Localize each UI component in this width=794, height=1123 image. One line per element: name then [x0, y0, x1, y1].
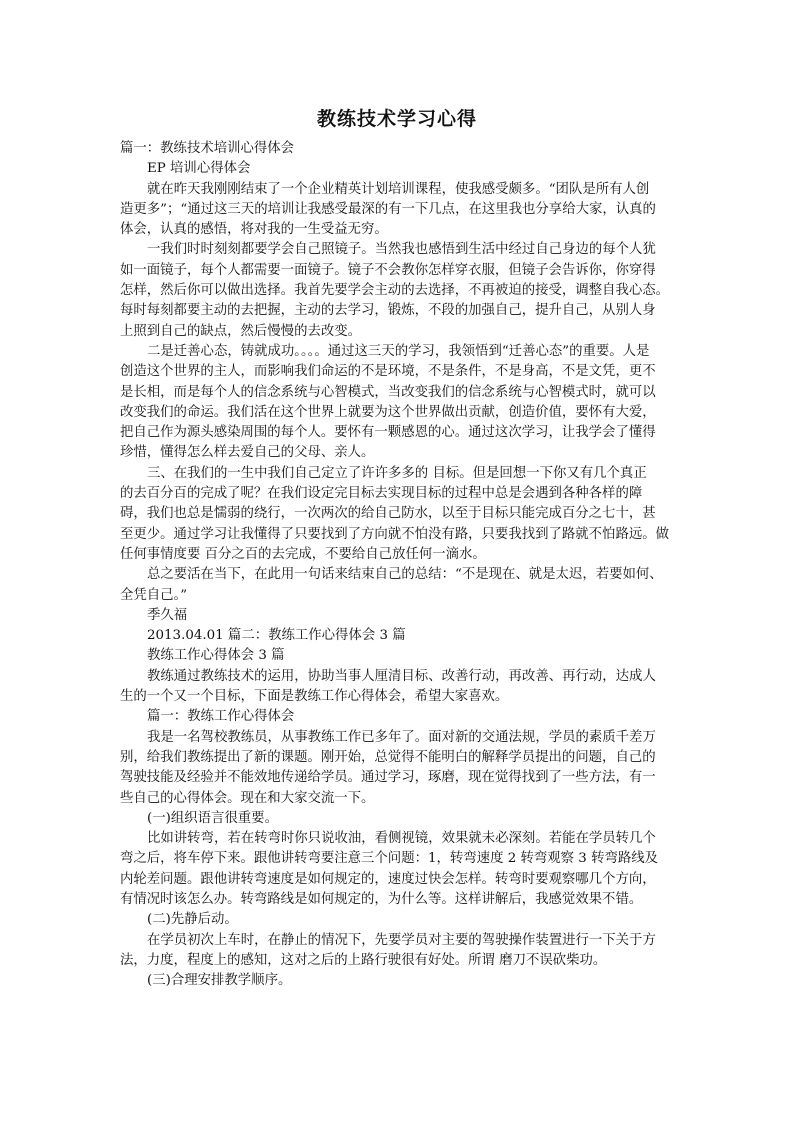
text-line: 怎样，然后你可以做出选择。我首先要学会主动的去选择，不再被迫的接受，调整自我心态。 — [120, 283, 670, 299]
text-line: 任何事情度要 百分之百的去完成，不要给自己放任何一滴水。 — [120, 546, 486, 562]
text-line: 碍，我们也总是懦弱的绕行，一次两次的给自己防水，以至于目标只能完成百分之七十，甚 — [120, 506, 656, 522]
text-line: 上照到自己的缺点，然后慢慢的去改变。 — [120, 323, 362, 339]
text-line: 体会，认真的感悟，将对我的一生受益无穷。 — [120, 222, 388, 238]
text-line: 改变我们的命运。我们活在这个世界上就要为这个世界做出贡献，创造价值，要怀有大爱， — [120, 404, 656, 420]
text-line: 在学员初次上车时，在静止的情况下，先要学员对主要的驾驶操作装置进行一下关于方 — [147, 932, 656, 948]
text-line: (一)组织语言很重要。 — [147, 810, 278, 826]
text-line: (三)合理安排教学顺序。 — [147, 973, 292, 989]
text-line: 比如讲转弯，若在转弯时你只说收油，看侧视镜，效果就未必深刻。若能在学员转几个 — [147, 831, 656, 847]
text-line: 二是迁善心态，铸就成功。。。。通过这三天的学习，我领悟到“迁善心态”的重要。人是 — [147, 343, 650, 359]
text-line: 三、在我们的一生中我们自己定立了许许多多的 目标。但是回想一下你又有几个真正 — [147, 465, 647, 481]
text-line: (二)先静后动。 — [147, 912, 238, 928]
text-line: 驾驶技能及经验并不能效地传递给学员。通过学习，琢磨，现在觉得找到了一些方法，有一 — [120, 770, 656, 786]
text-line: 有情况时该怎么办。转弯路线是如何规定的，为什么等。这样讲解后，我感觉效果不错。 — [120, 891, 643, 907]
text-line: 篇一：教练工作心得体会 — [147, 709, 295, 725]
text-line: 是长相，而是每个人的信念系统与心智模式，当改变我们的信念系统与心智模式时，就可以 — [120, 384, 656, 400]
text-line: 季久福 — [147, 607, 188, 623]
text-line: 教练工作心得体会 3 篇 — [147, 648, 285, 664]
text-line: 如一面镜子，每个人都需要一面镜子。镜子不会教你怎样穿衣服，但镜子会告诉你，你穿得 — [120, 262, 656, 278]
document-title: 教练技术学习心得 — [316, 108, 477, 130]
text-line: 总之要活在当下，在此用一句话来结束自己的总结：“不是现在、就是太迟，若要如何、 — [147, 567, 663, 583]
text-line: 些自己的心得体会。现在和大家交流一下。 — [120, 790, 375, 806]
text-line: 一我们时时刻刻都要学会自己照镜子。当然我也感悟到生活中经过自己身边的每个人犹 — [147, 242, 656, 258]
text-line: 弯之后，将车停下来。跟他讲转弯要注意三个问题：1，转弯速度 2 转弯观察 3 转弯路线及 — [120, 851, 659, 867]
text-line: 法，力度，程度上的感知，这对之后的上路行驶很有好处。所谓 磨刀不误砍柴功。 — [120, 952, 607, 968]
text-line: 就在昨天我刚刚结束了一个企业精英计划培训课程，使我感受颇多。“团队是所有人创 — [147, 181, 650, 197]
text-line: 内轮差问题。跟他讲转弯速度是如何规定的，速度过快会怎样。转弯时要观察哪几个方向， — [120, 871, 656, 887]
text-line: EP 培训心得体会 — [147, 161, 251, 177]
text-line: 全凭自己。” — [120, 587, 188, 603]
text-line: 珍惜，懂得怎么样去爱自己的父母、亲人。 — [120, 445, 375, 461]
text-line: 造更多”；“通过这三天的培训让我感受最深的有一下几点，在这里我也分享给大家，认真的 — [120, 201, 656, 217]
text-line: 2013.04.01 篇二：教练工作心得体会 3 篇 — [147, 628, 406, 644]
text-line: 每时每刻都要主动的去把握，主动的去学习，锻炼，不段的加强自己，提升自己，从别人身 — [120, 303, 656, 319]
text-line: 的去百分百的完成了呢？在我们设定完目标去实现目标的过程中总是会遇到各种各样的障 — [120, 486, 643, 502]
text-line: 生的一个又一个目标，下面是教练工作心得体会，希望大家喜欢。 — [120, 689, 509, 705]
text-line: 创造这个世界的主人，而影响我们命运的不是环境，不是条件，不是身高，不是文凭，更不 — [120, 364, 656, 380]
document-body — [120, 139, 674, 991]
text-line: 把自己作为源头感染周围的每个人。要怀有一颗感恩的心。通过这次学习，让我学会了懂得 — [120, 425, 656, 441]
text-line: 篇一：教练技术培训心得体会 — [120, 141, 295, 156]
text-line: 教练通过教练技术的运用，协助当事人厘清目标、改善行动，再改善、再行动，达成人 — [147, 668, 656, 684]
text-line: 我是一名驾校教练员，从事教练工作已多年了。面对新的交通法规，学员的素质千差万 — [147, 729, 656, 745]
text-line: 至更少。通过学习让我懂得了只要找到了方向就不怕没有路，只要我找到了路就不怕路远。做 — [120, 526, 670, 542]
text-line: 别，给我们教练提出了新的课题。刚开始，总觉得不能明白的解释学员提出的问题，自己的 — [120, 749, 656, 765]
